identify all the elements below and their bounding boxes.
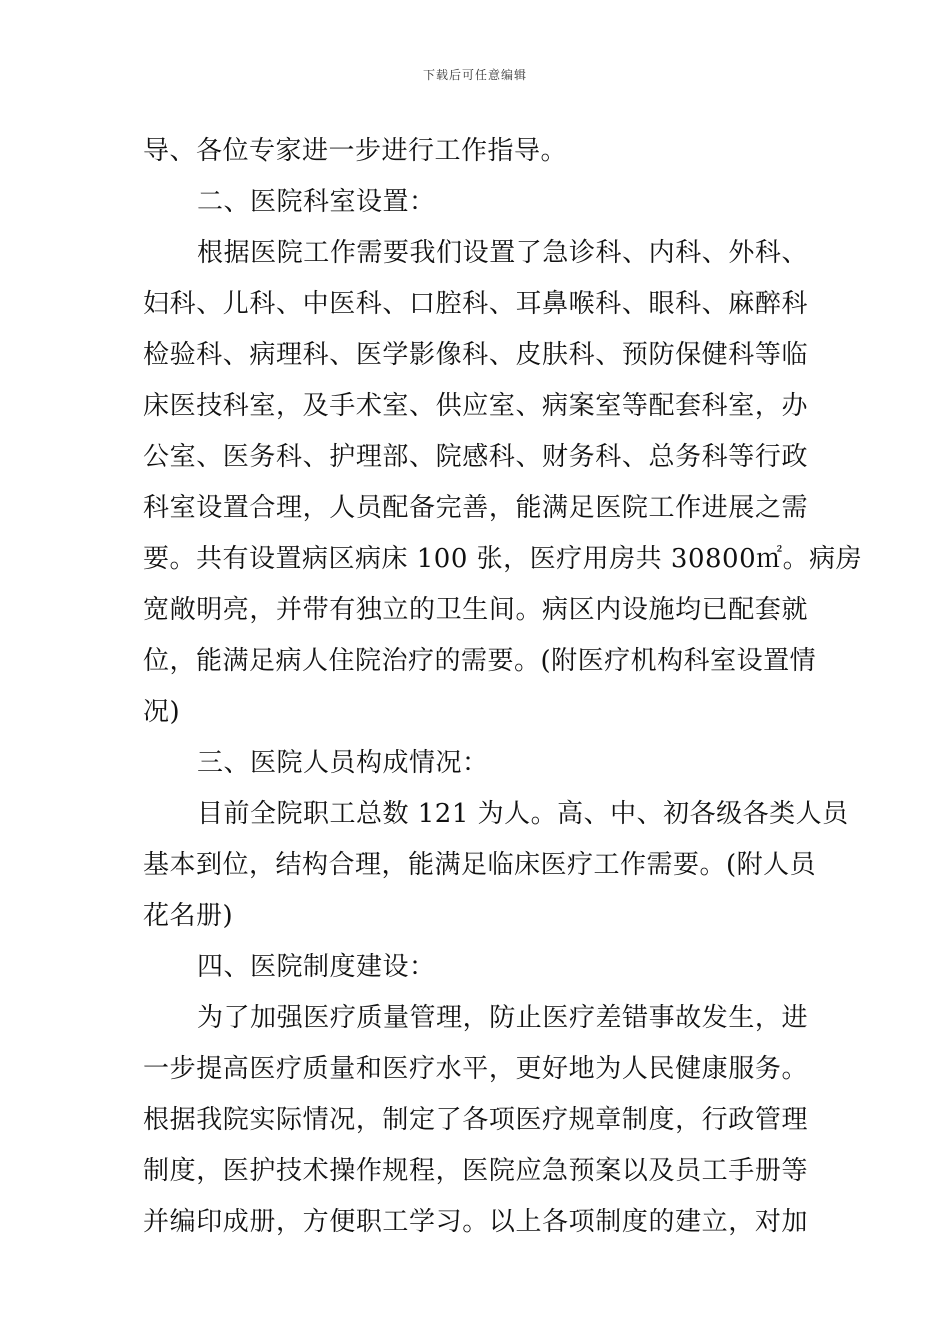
- text-line: 要。共有设置病区病床 100 张，医疗用房共 30800㎡。病房: [143, 544, 863, 574]
- text-line: 根据我院实际情况，制定了各项医疗规章制度，行政管理: [143, 1105, 808, 1135]
- text-line: 花名册): [143, 901, 234, 931]
- text-line: 根据医院工作需要我们设置了急诊科、内科、外科、: [197, 238, 808, 268]
- text-line: 妇科、儿科、中医科、口腔科、耳鼻喉科、眼科、麻醉科: [143, 289, 808, 319]
- text-line: 制度，医护技术操作规程，医院应急预案以及员工手册等: [143, 1156, 808, 1186]
- document-body: [143, 126, 863, 1248]
- page-header-note: 下载后可任意编辑: [422, 68, 527, 82]
- text-line: 一步提高医疗质量和医疗水平，更好地为人民健康服务。: [143, 1054, 808, 1084]
- text-line: 况): [143, 697, 181, 727]
- text-line: 并编印成册，方便职工学习。以上各项制度的建立，对加: [143, 1207, 808, 1237]
- section-heading: 四、医院制度建设：: [197, 952, 436, 982]
- text-line: 目前全院职工总数 121 为人。高、中、初各级各类人员: [197, 799, 849, 829]
- text-line: 检验科、病理科、医学影像科、皮肤科、预防保健科等临: [143, 340, 808, 370]
- text-line: 科室设置合理，人员配备完善，能满足医院工作进展之需: [143, 493, 808, 523]
- text-line: 床医技科室，及手术室、供应室、病案室等配套科室，办: [143, 391, 808, 421]
- text-line: 位，能满足病人住院治疗的需要。(附医疗机构科室设置情: [143, 646, 817, 676]
- section-heading: 三、医院人员构成情况：: [197, 748, 489, 778]
- text-line: 导、各位专家进一步进行工作指导。: [143, 136, 568, 166]
- section-heading: 二、医院科室设置：: [197, 187, 436, 217]
- text-line: 基本到位，结构合理，能满足临床医疗工作需要。(附人员: [143, 850, 817, 880]
- text-line: 为了加强医疗质量管理，防止医疗差错事故发生，进: [197, 1003, 808, 1033]
- text-line: 宽敞明亮，并带有独立的卫生间。病区内设施均已配套就: [143, 595, 808, 625]
- text-line: 公室、医务科、护理部、院感科、财务科、总务科等行政: [143, 442, 808, 472]
